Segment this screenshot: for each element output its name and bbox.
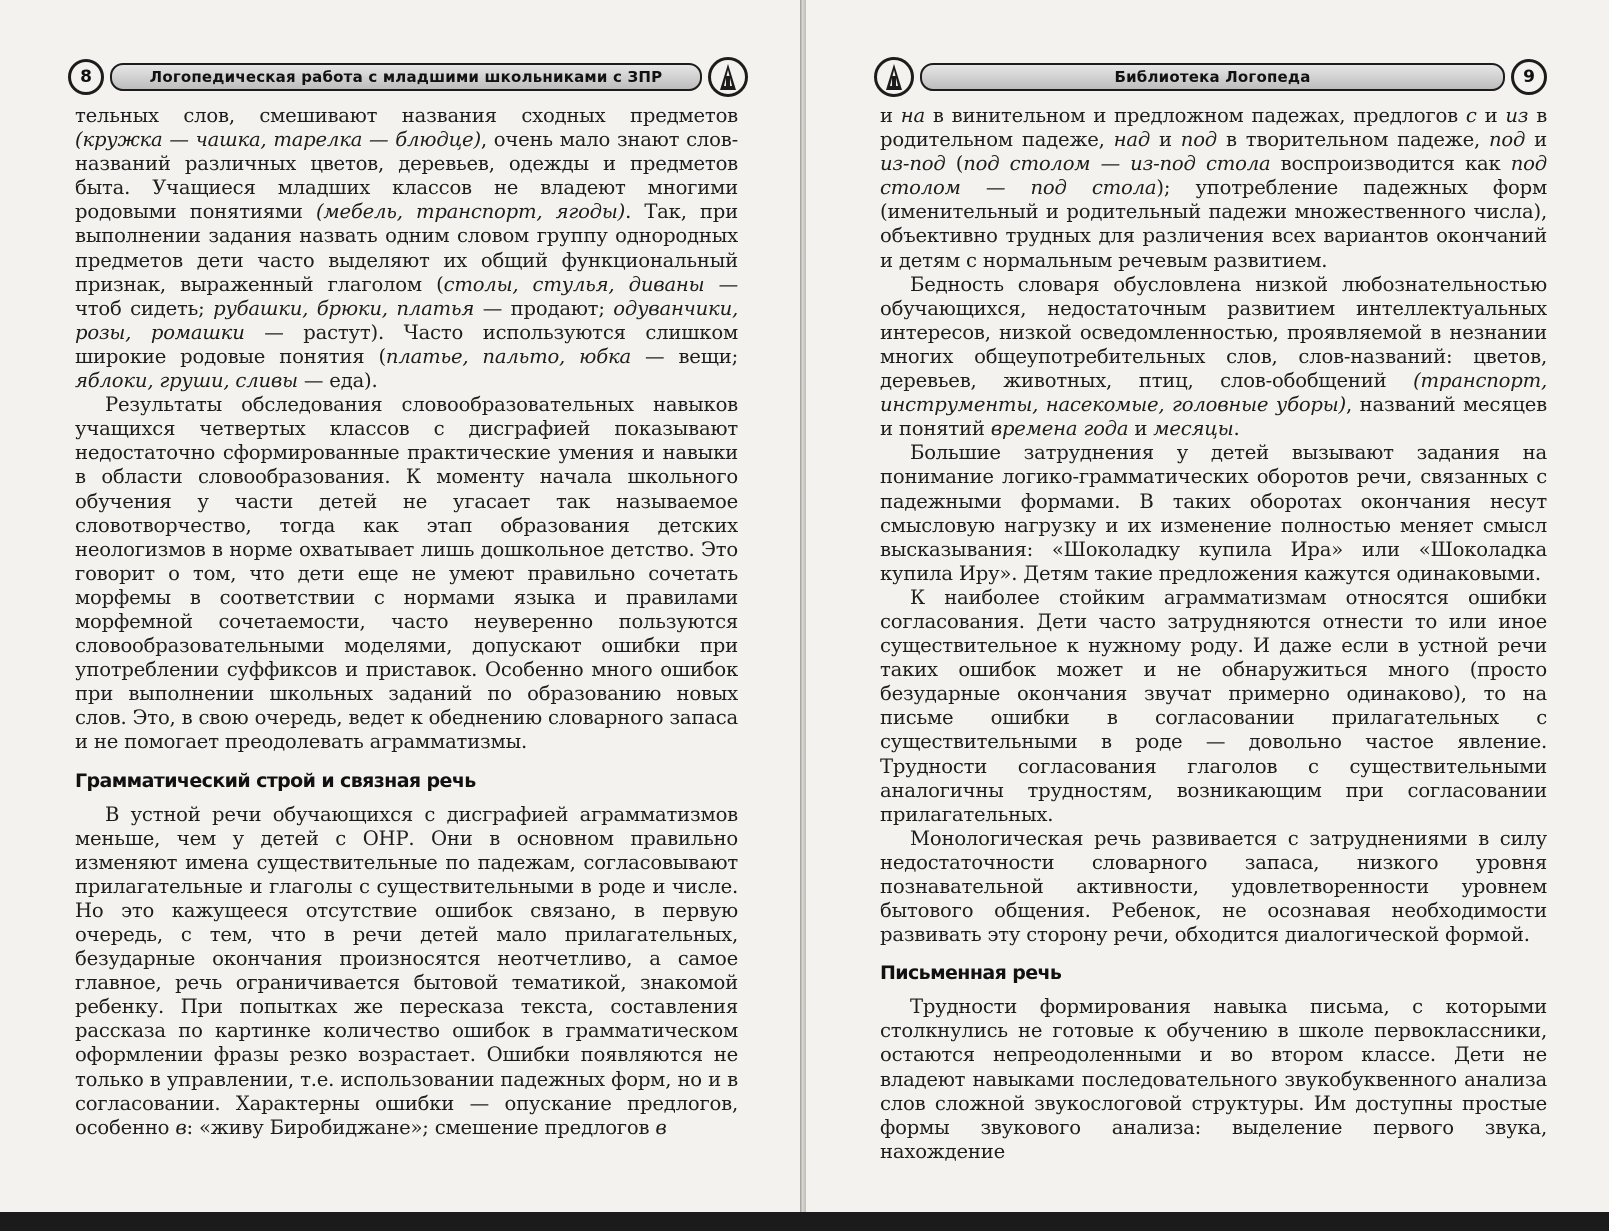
section-heading: Грамматический строй и связная речь [75,769,476,792]
text-run: , очень мало знают слов-названий различных цветов, деревьев, одежды и предметов быта. Учащиеся младших классов не владеют многими родовыми понятиями [75,128,738,224]
italic-run: (кружка — чашка, тарелка — блюдце) [75,128,481,152]
paragraph [880,441,1547,586]
paragraph [75,803,738,1140]
italic-run: (транспорт, инструменты, насекомые, головные уборы) [880,369,1547,417]
running-header-title: Логопедическая работа с младшими школьниками с ЗПР [110,63,702,91]
right-page-body [880,104,1547,1164]
text-run: — еда). [297,369,378,393]
text-run: ( [945,152,964,176]
paragraph [75,393,738,754]
paragraph [880,995,1547,1164]
italic-run: времена года [990,417,1129,441]
italic-run: рубашки, брюки, платья [213,296,475,320]
running-header-title: Библиотека Логопеда [920,63,1505,91]
text-run: воспроизводится как [1270,152,1511,176]
text-run: и [1128,417,1154,441]
text-run: — чтоб сидеть; [75,272,738,320]
text-run: Результаты обследования словообразовательных навыков учащихся четвертых классов с дисграфией показывают недостаточно сформированные практические умения и навыки в области словообразования. К моменту начала школьного обучения у части детей не угасает так называемое словотворчество, тогда как этап образования детских неологизмов в норме охватывает лишь дошкольное детство. Это говорит о том, что дети еще не умеют правильно сочетать морфемы в соответствии с нормами языка и правилами морфемной сочетаемости, часто неуверенно пользуются словообразовательными моделями, допускают ошибки при употреблении суффиксов и приставок. Особенно много ошибок при выполнении школьных заданий по образованию новых слов. Это, в свою очередь, ведет к обеднению словарного запаса и не помогает преодолевать аграмматизмы. [75,393,738,754]
text-run: и [1525,128,1547,152]
right-page-header [874,54,1547,100]
italic-run: над [1113,128,1151,152]
text-run: — продают; [474,296,614,320]
italic-run: под столом — под стола [880,152,1547,200]
tower-logo-icon [708,57,748,97]
text-run: Трудности формирования навыка письма, с которыми столкнулись не готовые к обучению в школе первоклассники, остаются непреодоленными и во втором классе. Дети не владеют навыками последовательного звукобуквенного анализа слов сложной звукослоговой структуры. Им доступны простые формы звукового анализа: выделение первого звука, нахождение [880,995,1547,1163]
italic-run: под [1180,128,1218,152]
text-run: — растут). Часто используются слишком широкие родовые понятия ( [75,320,738,368]
italic-run: под [1488,128,1526,152]
text-run: и [1150,128,1181,152]
text-run: В устной речи обучающихся с дисграфией аграмматизмов меньше, чем у детей с ОНР. Они в основном правильно изменяют имена существительные по падежам, согласовывают прилагательные и глаголы с существительными в роде и числе. Но это кажущееся отсутствие ошибок связано, в первую очередь, с тем, что в речи детей мало прилагательных, безударные окончания произносятся неотчетливо, а самое главное, речь ограничивается бытовой тематикой, знакомой ребенку. При попытках же пересказа текста, составления рассказа по картинке количество ошибок в грамматическом оформлении фразы резко возрастает. Ошибки появляются не только в управлении, т.е. использовании падежных форм, но и в согласовании. Характерны ошибки — опускание предлогов, особенно [75,802,738,1139]
italic-run: (мебель, транспорт, ягоды) [315,200,626,224]
page-number: 8 [68,59,104,95]
text-run: в винительном и предложном падежах, предлогов [924,104,1466,127]
italic-run: с [1465,104,1477,127]
paragraph [75,104,738,393]
text-run: , названий месяцев и понятий [880,393,1547,441]
text-run: К наиболее стойким аграмматизмам относятся ошибки согласования. Дети часто затрудняются отнести то или иное существительное к нужному роду. И даже если в устной речи таких ошибок может и не обнаружиться много (просто безударные окончания звучат примерно одинаково), то на письме ошибки в согласовании прилагательных с существительными в роде — довольно частое явление. Трудности согласования глаголов с существительными аналогичны трудностям, возникающим при согласовании прилагательных. [880,585,1547,826]
section-heading: Письменная речь [880,962,1062,985]
italic-run: из-под [880,152,946,176]
italic-run: одуванчики, розы, ромашки [75,296,739,344]
italic-run: на [900,104,925,127]
italic-run: столы, стулья, диваны [443,272,705,296]
right-page [806,0,1609,1212]
text-run: — вещи; [630,344,738,368]
scan-bottom-edge [0,1212,1609,1231]
text-run: . Так, при выполнении задания назвать одним словом группу однородных предметов дети часто выделяют их общий функциональный признак, выраженный глаголом ( [75,200,738,296]
text-run: ); употребление падежных форм (именительный и родительный падежи множественного числа), объективно трудных для различения всех вариантов окончаний и детям с нормальным речевым развитием. [880,176,1548,272]
italic-run: в [655,1115,667,1139]
text-run: Бедность словаря обусловлена низкой любознательностью обучающихся, недостаточным развитием интеллектуальных интересов, низкой осведомленностью, проявляемой в незнании многих общеупотребительных слов, слов-названий: цветов, деревьев, животных, птиц, слов-обобщений [880,272,1547,393]
left-page-body [75,104,738,1140]
italic-run: из [1505,104,1529,127]
italic-run: месяцы [1153,417,1234,441]
text-run: Монологическая речь развивается с затруднениями в силу недостаточности словарного запаса, низкого уровня познавательной активности, удовлетворенности уровнем бытового общения. Ребенок, не осознавая необходимости развивать эту сторону речи, обходится диалогической формой. [880,826,1547,947]
paragraph [880,827,1547,947]
paragraph [880,586,1547,827]
left-page-header [68,54,748,100]
italic-run: платье, пальто, юбка [385,344,631,368]
tower-logo-icon [874,57,914,97]
italic-run: под столом — из-под стола [963,152,1271,176]
text-run: : «живу Биробиджане»; смешение предлогов [186,1115,656,1139]
paragraph [880,104,1547,273]
italic-run: яблоки, груши, сливы [75,369,298,393]
text-run: Большие затруднения у детей вызывают задания на понимание логико-грамматических оборотов речи, связанных с падежными формами. В таких оборотах окончания несут смысловую нагрузку и их изменение полностью меняет смысл высказывания: «Шоколадку купила Ира» или «Шоколадка купила Иру». Детям такие предложения кажутся одинаковыми. [880,441,1547,585]
paragraph [880,273,1547,442]
text-run: и [1476,104,1506,127]
text-run: в родительном падеже, [880,104,1548,152]
italic-run: в [175,1115,187,1139]
text-run: и [880,104,901,127]
text-run: тельных слов, смешивают названия сходных предметов [75,104,738,127]
text-run: в творительном падеже, [1217,128,1489,152]
left-page [0,0,800,1212]
text-run: . [1233,417,1240,441]
page-number: 9 [1511,59,1547,95]
